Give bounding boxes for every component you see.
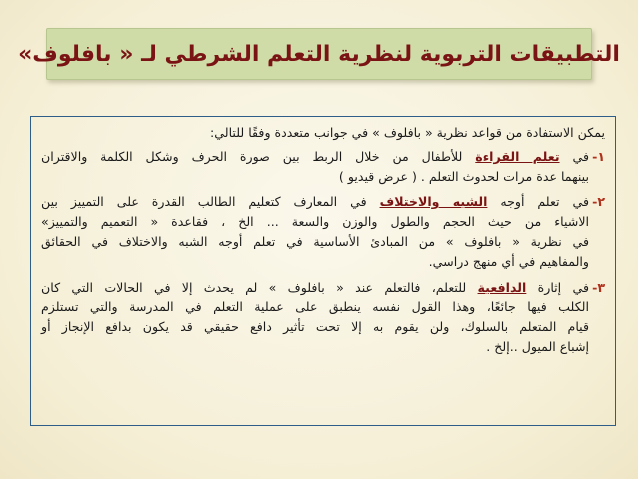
item-line: بينهما عدة مرات لحدوث التعلم . ( عرض قيديو ) bbox=[338, 168, 589, 184]
item-line: والمفاهيم في أي منهج دراسي. bbox=[428, 253, 589, 269]
item-text: للتعلم، فالتعلم عند « بافلوف » لم يحدث إلا في الحالات التي كان bbox=[41, 279, 467, 295]
item-text: في bbox=[572, 148, 589, 164]
item-line: في نظرية « بافلوف » من المبادئ الأساسية في تعلم أوجه الشبه والاختلاف في الحقائق bbox=[41, 233, 589, 249]
item-line: الكلب فيها جائعًا، وهذا القول نفسه ينطبق على عملية التعلم في المدرسة والتي تستلزم bbox=[41, 299, 589, 315]
highlight-term: الدافعية bbox=[477, 279, 527, 295]
highlight-term: تعلم القراءة bbox=[475, 148, 560, 164]
slide-title: التطبيقات التربوية لنظرية التعلم الشرطي لـ « بافلوف» bbox=[18, 41, 620, 67]
item-text: في المعارف كتعليم الطالب القدرة على التمييز بين bbox=[41, 194, 367, 210]
item-number: ١- bbox=[592, 148, 605, 164]
item-line: الاشياء من حيث الحجم والطول والوزن والسعة ... الخ ، فقاعدة « التعميم والتمييز» bbox=[41, 214, 589, 230]
highlight-term: الشبه والاختلاف bbox=[379, 194, 488, 210]
item-text: في تعلم أوجه bbox=[500, 194, 589, 210]
item-number: ٣- bbox=[592, 279, 605, 295]
item-line: إشباع الميول ..إلخ . bbox=[486, 338, 589, 354]
item-text: للأطفال من خلال الربط بين صورة الحرف وشكل الكلمة والاقتران bbox=[41, 148, 463, 164]
list-item-2 bbox=[41, 192, 605, 271]
item-line: قيام المتعلم بالسلوك، ولن يقوم به إلا تحت تأثير دافع حقيقي قد يكون بدافع الإنجاز أو bbox=[41, 319, 589, 335]
list-item-3 bbox=[41, 278, 605, 357]
item-number: ٢- bbox=[592, 194, 605, 210]
item-text: في إثارة bbox=[537, 279, 589, 295]
intro-text: يمكن الاستفادة من قواعد نظرية « بافلوف » في جوانب متعددة وفقًا للتالي: bbox=[210, 125, 605, 140]
item-line bbox=[41, 147, 589, 167]
title-banner bbox=[18, 28, 620, 80]
item-line bbox=[41, 192, 589, 212]
list-item-1 bbox=[41, 147, 605, 187]
content-box bbox=[30, 116, 616, 426]
item-line bbox=[41, 278, 589, 298]
